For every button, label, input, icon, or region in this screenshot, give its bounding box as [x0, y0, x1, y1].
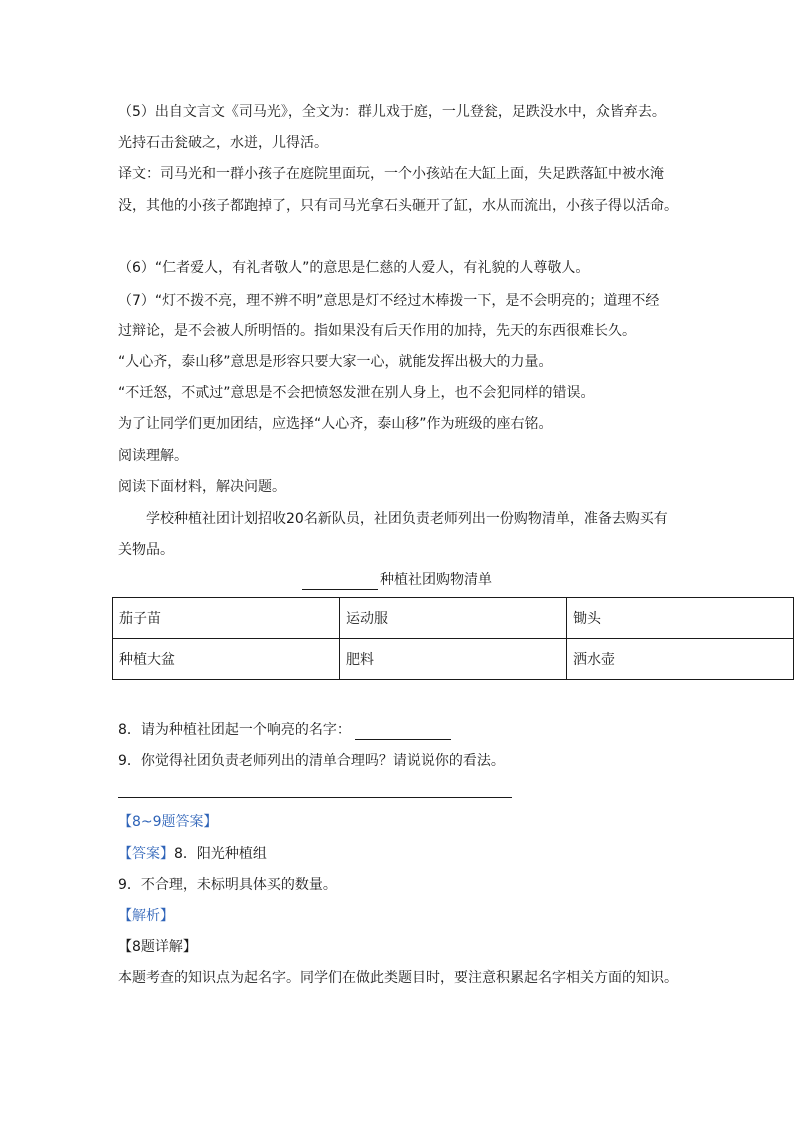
translation-line-2: 没，其他的小孩子都跑掉了，只有司马光拿石头砸开了缸，水从而流出，小孩子得以活命。 — [118, 198, 678, 214]
translation-line-1: 译文：司马光和一群小孩子在庭院里面玩，一个小孩站在大缸上面，失足跌落缸中被水淹 — [118, 166, 664, 182]
caption-blank — [302, 575, 378, 590]
explanation-6: （6）“仁者爱人，有礼者敬人”的意思是仁慈的人爱人，有礼貌的人尊敬人。 — [118, 260, 590, 276]
table-cell: 茄子苗 — [113, 598, 340, 639]
table-caption — [302, 570, 492, 590]
answer-9: 9．不合理，未标明具体买的数量。 — [118, 877, 337, 893]
table-cell: 种植大盆 — [113, 639, 340, 680]
answers-header: 【8~9题答案】 — [118, 814, 218, 830]
table-cell: 运动服 — [340, 598, 567, 639]
detail-8-tag: 【8题详解】 — [118, 939, 197, 955]
table-row — [113, 598, 794, 639]
explanation-5-line-1: （5）出自文言文《司马光》，全文为：群儿戏于庭，一儿登瓮，足跌没水中，众皆弃去。 — [118, 104, 666, 120]
answer-8-text: 8．阳光种植组 — [174, 846, 267, 862]
table-row — [113, 639, 794, 680]
passage-line-2: 关物品。 — [118, 542, 174, 558]
question-9-answer-line[interactable] — [118, 797, 512, 798]
reading-heading: 阅读理解。 — [118, 448, 188, 464]
question-8 — [118, 720, 451, 740]
passage-line-1: 学校种植社团计划招收20名新队员，社团负责老师列出一份购物清单，准备去购买有 — [146, 511, 668, 527]
answer-8 — [118, 844, 267, 864]
detail-8-text: 本题考查的知识点为起名字。同学们在做此类题目时，要注意积累起名字相关方面的知识。 — [118, 970, 678, 986]
answer-tag: 【答案】 — [118, 846, 174, 862]
reading-instruction: 阅读下面材料，解决问题。 — [118, 479, 286, 495]
table-caption-text: 种植社团购物清单 — [380, 572, 492, 588]
table-cell: 洒水壶 — [567, 639, 794, 680]
shopping-list-table — [112, 597, 794, 680]
table-cell: 肥料 — [340, 639, 567, 680]
question-9: 9．你觉得社团负责老师列出的清单合理吗？请说说你的看法。 — [118, 753, 505, 769]
explanation-7-line-5: 为了让同学们更加团结，应选择“人心齐，泰山移”作为班级的座右铭。 — [118, 416, 553, 432]
explanation-7-line-3: “人心齐，泰山移”意思是形容只要大家一心，就能发挥出极大的力量。 — [118, 354, 553, 370]
question-8-answer-blank[interactable] — [355, 725, 451, 740]
question-8-text: 8．请为种植社团起一个响亮的名字： — [118, 722, 351, 738]
explanation-7-line-1: （7）“灯不拨不亮，理不辨不明”意思是灯不经过木棒拨一下，是不会明亮的；道理不经 — [118, 293, 660, 309]
explanation-7-line-4: “不迁怒，不贰过”意思是不会把愤怒发泄在别人身上，也不会犯同样的错误。 — [118, 385, 595, 401]
explanation-5-line-2: 光持石击瓮破之，水迸，儿得活。 — [118, 135, 328, 151]
analysis-tag: 【解析】 — [118, 908, 174, 924]
table-cell: 锄头 — [567, 598, 794, 639]
explanation-7-line-2: 过辩论，是不会被人所明悟的。指如果没有后天作用的加持，先天的东西很难长久。 — [118, 323, 636, 339]
